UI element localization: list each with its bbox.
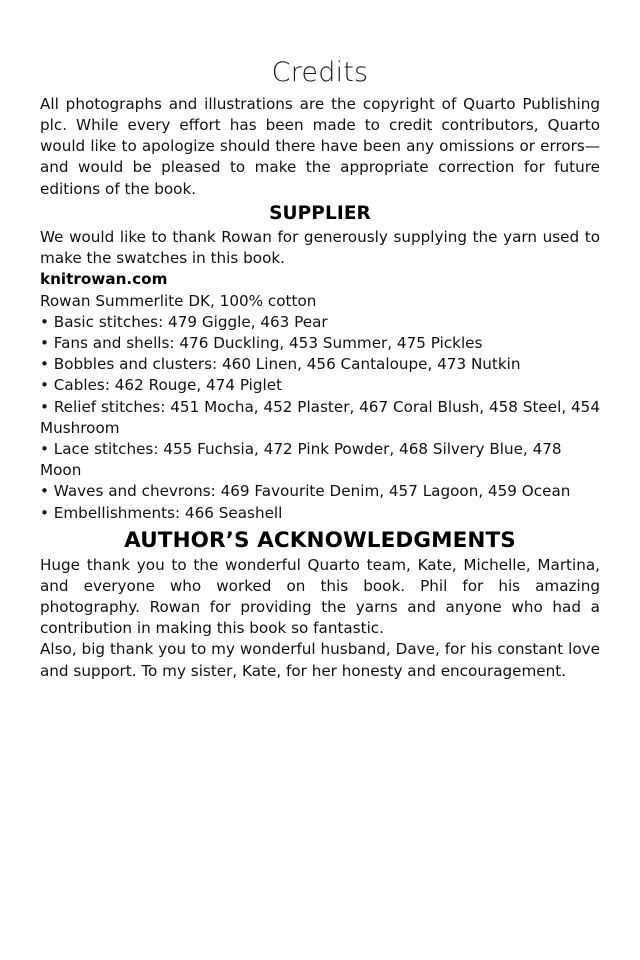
page-title: Credits bbox=[271, 57, 369, 88]
list-item: • Basic stitches: 479 Giggle, 463 Pear bbox=[40, 312, 328, 331]
supplier-paragraph: We would like to thank Rowan for generously supplying the yarn used to make the swatches in this book. bbox=[40, 227, 600, 268]
acknowledgments-paragraph-2: Also, big thank you to my wonderful husband, Dave, for his constant love and support. To my sister, Kate, for her honesty and encouragement. bbox=[40, 640, 600, 680]
credits-page bbox=[40, 0, 600, 682]
list-item: • Embellishments: 466 Seashell bbox=[40, 503, 283, 522]
supplier-website[interactable]: knitrowan.com bbox=[40, 270, 168, 289]
list-item: • Bobbles and clusters: 460 Linen, 456 Cantaloupe, 473 Nutkin bbox=[40, 355, 521, 374]
supplier-heading: SUPPLIER bbox=[269, 202, 371, 224]
yarn-list bbox=[40, 312, 600, 524]
list-item: • Cables: 462 Rouge, 474 Piglet bbox=[40, 376, 283, 395]
list-item: • Lace stitches: 455 Fuchsia, 472 Pink Powder, 468 Silvery Blue, 478 Moon bbox=[40, 439, 562, 480]
intro-paragraph: All photographs and illustrations are the copyright of Quarto Publishing plc. While every effort has been made to credit contributors, Quarto would like to apologize should there have been any omissions or errors—and would be pleased to make the appropriate correction for future editions of the book. bbox=[40, 94, 600, 198]
list-item: • Fans and shells: 476 Duckling, 453 Summer, 475 Pickles bbox=[40, 333, 483, 352]
acknowledgments-paragraph-1: Huge thank you to the wonderful Quarto team, Kate, Michelle, Martina, and everyone who worked on this book. Phil for his amazing photography. Rowan for providing the yarns and anyone who had a contribution in making this book so fantastic. bbox=[40, 555, 600, 638]
acknowledgments-heading: AUTHOR’S ACKNOWLEDGMENTS bbox=[124, 527, 516, 553]
list-item: • Waves and chevrons: 469 Favourite Denim, 457 Lagoon, 459 Ocean bbox=[40, 482, 571, 501]
list-item: • Relief stitches: 451 Mocha, 452 Plaster, 467 Coral Blush, 458 Steel, 454 Mushroom bbox=[40, 397, 600, 437]
yarn-description: Rowan Summerlite DK, 100% cotton bbox=[40, 291, 317, 310]
